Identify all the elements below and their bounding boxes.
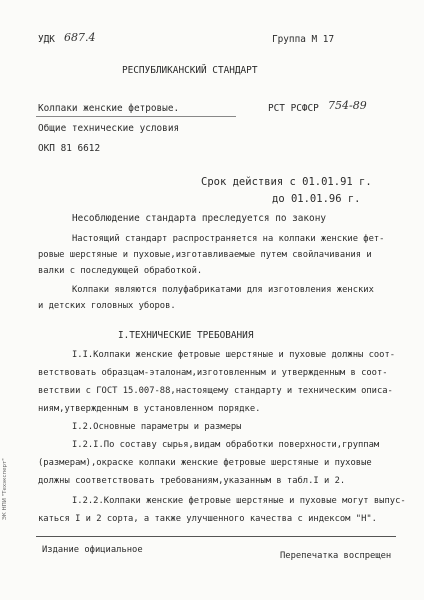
p121-line: I.2.I.По составу сырья,видам обработки поверхности,группам bbox=[72, 440, 380, 450]
intro-line: ровые шерстяные и пуховые,изготавливаемые путем свойлачивания и bbox=[38, 250, 372, 260]
intro-line: валки с последующей обработкой. bbox=[38, 266, 203, 276]
p122-line: каться I и 2 сорта, а также улучшенного качества с индексом "Н". bbox=[38, 514, 377, 524]
standard-type: РЕСПУБЛИКАНСКИЙ СТАНДАРТ bbox=[122, 65, 258, 76]
p121-line: (размерам),окраске колпаки женские фетровые шерстяные и пуховые bbox=[38, 458, 372, 468]
title-line-2: Общие технические условия bbox=[38, 123, 180, 134]
p122-line: I.2.2.Колпаки женские фетровые шерстяные и пуховые могут выпус- bbox=[72, 496, 406, 506]
footer-no-reprint: Перепечатка воспрещен bbox=[280, 551, 392, 561]
validity-to: до 01.01.96 г. bbox=[272, 193, 361, 205]
p11-line: ветствии с ГОСТ 15.007-88,настоящему стандарту и техническим описа- bbox=[38, 386, 393, 396]
intro2-line: и детских головных уборов. bbox=[38, 301, 176, 311]
title-rule bbox=[36, 116, 236, 117]
section-heading: I.ТЕХНИЧЕСКИЕ ТРЕБОВАНИЯ bbox=[118, 330, 254, 341]
title-line-1: Колпаки женские фетровые. bbox=[38, 103, 180, 114]
p12-heading: I.2.Основные параметры и размеры bbox=[72, 422, 242, 432]
p11-line: I.I.Колпаки женские фетровые шерстяные и пуховые должны соот- bbox=[72, 350, 396, 360]
legal-warning: Несоблюдение стандарта преследуется по закону bbox=[72, 213, 326, 224]
designation-number: 754-89 bbox=[328, 99, 367, 112]
p121-line: должны соответствовать требованиям,указанным в табл.I и 2. bbox=[38, 476, 346, 486]
validity-from: Срок действия с 01.01.91 г. bbox=[201, 176, 372, 188]
intro-line: Настоящий стандарт распространяется на колпаки женские фет- bbox=[72, 234, 385, 244]
footer-rule bbox=[36, 536, 396, 537]
p11-line: ниям,утвержденным в установленном порядке. bbox=[38, 404, 261, 414]
intro2-line: Колпаки являются полуфабрикатами для изготовления женских bbox=[72, 285, 374, 295]
udk-value: 687.4 bbox=[64, 31, 96, 44]
okp-code: ОКП 81 6612 bbox=[38, 143, 101, 154]
udk-label: УДК bbox=[38, 34, 55, 45]
group-code: Группа М 17 bbox=[272, 34, 335, 45]
p11-line: ветствовать образцам-эталонам,изготовленным и утвержденным в соот- bbox=[38, 368, 388, 378]
margin-note: ЭК НПИ "Техэксперт" bbox=[2, 458, 8, 520]
designation-prefix: РСТ РСФСР bbox=[268, 103, 319, 114]
footer-official: Издание официальное bbox=[42, 545, 143, 555]
